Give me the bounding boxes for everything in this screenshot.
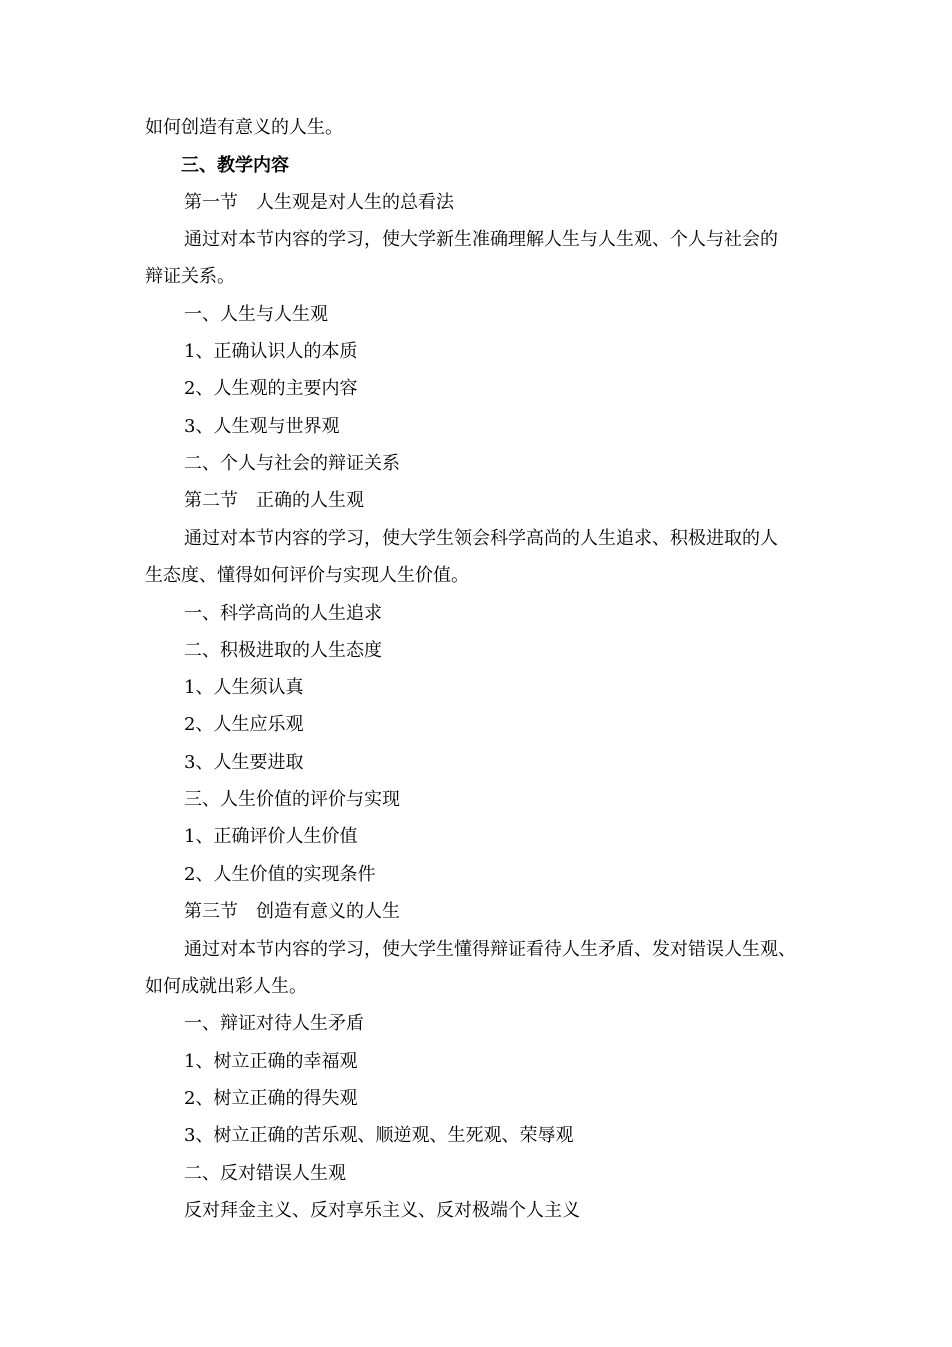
- section1-title: [0, 192, 952, 214]
- section3-title: [0, 901, 952, 923]
- section3-item: 二、反对错误人生观: [184, 1163, 346, 1184]
- section2-item: 3、人生要进取: [184, 752, 304, 773]
- section3-item: 3、树立正确的苦乐观、顺逆观、生死观、荣辱观: [184, 1125, 574, 1146]
- section2-title-text: 正确的人生观: [256, 490, 364, 511]
- section1-desc-line2: 辩证关系。: [145, 266, 235, 287]
- section1-item: 一、人生与人生观: [184, 304, 328, 325]
- section3-item: 2、树立正确的得失观: [184, 1088, 358, 1109]
- section3-desc-line1: 通过对本节内容的学习，使大学生懂得辩证看待人生矛盾、发对错误人生观、: [184, 939, 796, 960]
- section2-item: 2、人生应乐观: [184, 714, 304, 735]
- section2-item: 2、人生价值的实现条件: [184, 864, 376, 885]
- section1-title-text: 人生观是对人生的总看法: [256, 192, 454, 213]
- section1-item: 1、正确认识人的本质: [184, 341, 358, 362]
- section1-item: 3、人生观与世界观: [184, 416, 340, 437]
- section2-desc-line2: 生态度、懂得如何评价与实现人生价值。: [145, 565, 469, 586]
- section1-item: 二、个人与社会的辩证关系: [184, 453, 400, 474]
- section-heading: 三、教学内容: [181, 155, 289, 176]
- section2-desc-line1: 通过对本节内容的学习，使大学生领会科学高尚的人生追求、积极进取的人: [184, 528, 778, 549]
- section3-title-text: 创造有意义的人生: [256, 901, 400, 922]
- section2-item: 三、人生价值的评价与实现: [184, 789, 400, 810]
- section2-item: 1、人生须认真: [184, 677, 304, 698]
- section3-number: 第三节: [184, 901, 238, 922]
- section2-item: 二、积极进取的人生态度: [184, 640, 382, 661]
- section3-item: 1、树立正确的幸福观: [184, 1051, 358, 1072]
- section3-item: 一、辩证对待人生矛盾: [184, 1013, 364, 1034]
- intro-tail-text: 如何创造有意义的人生。: [145, 117, 343, 138]
- section1-item: 2、人生观的主要内容: [184, 378, 358, 399]
- section1-number: 第一节: [184, 192, 238, 213]
- section2-item: 一、科学高尚的人生追求: [184, 603, 382, 624]
- section2-title: [0, 490, 952, 512]
- section3-item: 反对拜金主义、反对享乐主义、反对极端个人主义: [184, 1200, 580, 1221]
- section2-item: 1、正确评价人生价值: [184, 826, 358, 847]
- section1-desc-line1: 通过对本节内容的学习，使大学新生准确理解人生与人生观、个人与社会的: [184, 229, 778, 250]
- section3-desc-line2: 如何成就出彩人生。: [145, 976, 307, 997]
- section2-number: 第二节: [184, 490, 238, 511]
